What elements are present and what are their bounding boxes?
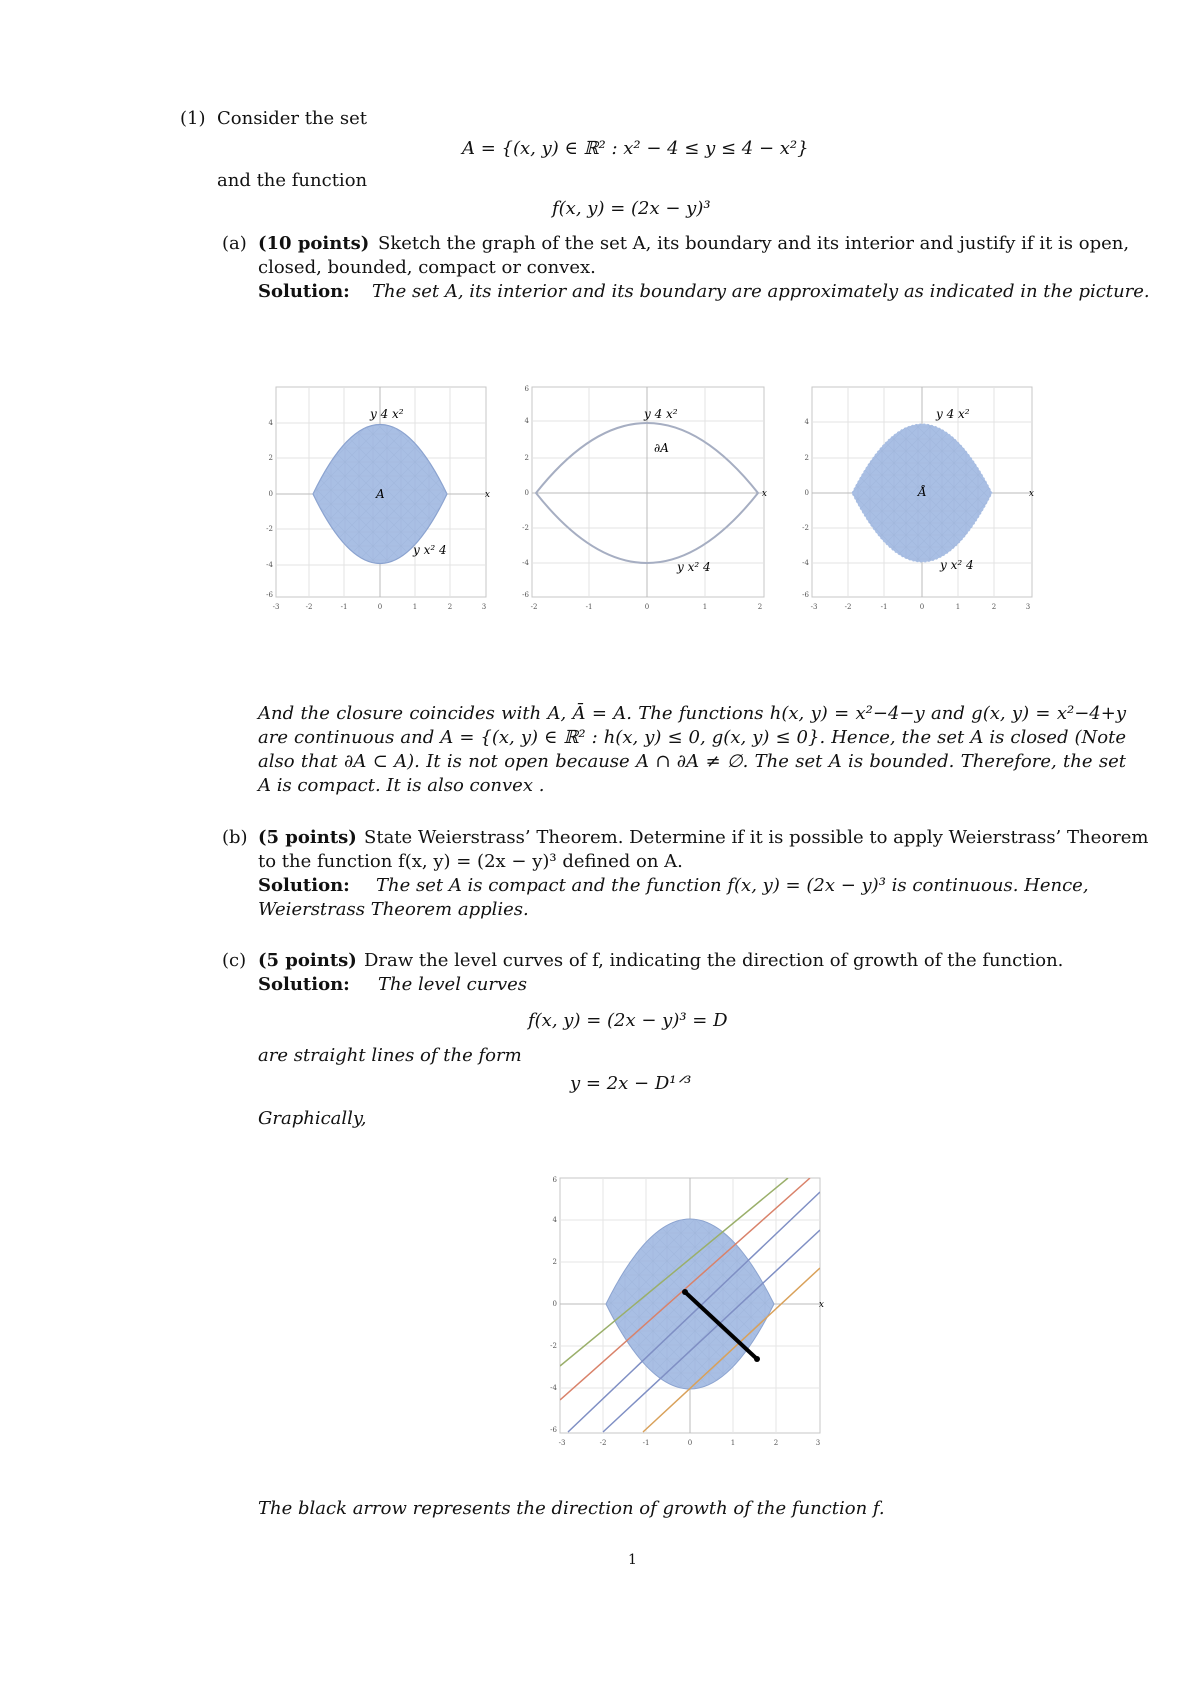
fig1-ytick: 0 (268, 490, 273, 498)
fig4-xtick: -2 (599, 1439, 607, 1447)
fig4-xtick: 0 (687, 1439, 693, 1447)
problem-intro: Consider the set (217, 108, 368, 129)
fig1-ytick: -2 (266, 525, 273, 533)
fig4-ytick: -4 (550, 1384, 557, 1392)
fig4-ytick: -6 (550, 1426, 557, 1434)
figure-level-curves (548, 1170, 828, 1450)
part-b-solution-label: Solution: (258, 875, 350, 896)
fig4-ytick: 0 (552, 1300, 557, 1308)
fig4-axis-x: x (818, 1300, 824, 1310)
fig1-xtick: 3 (481, 603, 487, 611)
problem-number: (1) (180, 108, 206, 129)
set-definition: A = {(x, y) ∈ ℝ² : x² − 4 ≤ y ≤ 4 − x²} (462, 138, 809, 159)
graphically-text: Graphically, (258, 1108, 367, 1129)
level-curve-equation: f(x, y) = (2x − y)³ = D (528, 1010, 728, 1031)
fig3-region-label: Å (918, 485, 927, 499)
fig1-top-curve-label: y 4 x² (370, 407, 404, 421)
line-equation: y = 2x − D¹ᐟ³ (570, 1073, 692, 1094)
fig1-bottom-curve-label: y x² 4 (413, 543, 447, 557)
fig2-axis-x: x (761, 489, 767, 499)
fig3-xtick: 0 (919, 603, 925, 611)
fig4-xtick: 1 (730, 1439, 736, 1447)
fig1-xtick: -1 (340, 603, 348, 611)
fig1-axis-x: x (484, 490, 490, 500)
part-b-solution-line1: The set A is compact and the function f(x, y) = (2x − y)³ is continuous. Hence, (376, 875, 1089, 896)
fig2-region-label: ∂A (654, 441, 669, 455)
fig1-region-label: A (376, 487, 385, 501)
and-function-text: and the function (217, 170, 368, 191)
fig2-ytick: -2 (522, 524, 529, 532)
fig3-ytick: -4 (802, 559, 809, 567)
closing-sentence: The black arrow represents the direction of growth of the function f. (258, 1498, 885, 1519)
part-c-solution-text: The level curves (378, 974, 528, 995)
fig2-ytick: 0 (524, 489, 529, 497)
fig3-xtick: 3 (1025, 603, 1031, 611)
function-definition: f(x, y) = (2x − y)³ (552, 198, 711, 219)
part-a-label: (a) (222, 233, 247, 254)
part-a-question-line1: Sketch the graph of the set A, its boundary and its interior and justify if it is open, (378, 233, 1130, 254)
part-b-question-line2: to the function f(x, y) = (2x − y)³ defined on A. (258, 851, 683, 872)
fig4-ytick: 6 (552, 1176, 557, 1184)
part-a-solution-text: The set A, its interior and its boundary are approximately as indicated in the picture. (372, 281, 1150, 302)
fig3-ytick: -2 (802, 524, 809, 532)
part-b-points: (5 points) (258, 827, 357, 848)
fig3-xtick: 2 (991, 603, 997, 611)
part-a-question-line2: closed, bounded, compact or convex. (258, 257, 596, 278)
fig1-xtick: 0 (377, 603, 383, 611)
fig3-xtick: -3 (810, 603, 818, 611)
part-b-label: (b) (222, 827, 248, 848)
fig3-ytick: -6 (802, 591, 809, 599)
fig1-xtick: -2 (305, 603, 313, 611)
fig2-bottom-curve-label: y x² 4 (677, 560, 711, 574)
fig4-ytick: 2 (552, 1258, 557, 1266)
fig3-ytick: 4 (804, 418, 809, 426)
fig1-ytick: -4 (266, 561, 273, 569)
fig4-xtick: 2 (773, 1439, 779, 1447)
part-c-label: (c) (222, 950, 247, 971)
lines-text: are straight lines of the form (258, 1045, 522, 1066)
fig1-ytick: 4 (268, 419, 273, 427)
fig2-xtick: -1 (585, 603, 593, 611)
fig3-top-curve-label: y 4 x² (936, 407, 970, 421)
fig4-ytick: -2 (550, 1342, 557, 1350)
page-number: 1 (628, 1552, 637, 1568)
fig4-xtick: 3 (815, 1439, 821, 1447)
fig3-axis-x: x (1028, 489, 1034, 499)
fig1-ytick: 2 (268, 454, 273, 462)
figure-set-a (268, 385, 490, 617)
fig3-bottom-curve-label: y x² 4 (940, 558, 974, 572)
fig3-xtick: 1 (955, 603, 961, 611)
fig3-ytick: 2 (804, 454, 809, 462)
part-a-closure-paragraph: And the closure coincides with A, Ā = A. The functions h(x, y) = x²−4−y and g(x, y) = x²−4+y are continuous and A = {(x, y) ∈ ℝ² : h(x, y) ≤ 0, g(x, y) ≤ 0}. Hence, the set A is closed (Note also that ∂A ⊂ A). It is not open because A ∩ ∂A ≠ ∅. The set A is bounded. Therefore, the set A is compact. It is also convex . (258, 703, 1126, 796)
part-a-solution-label: Solution: (258, 281, 350, 302)
part-c-points: (5 points) (258, 950, 357, 971)
figure-interior (804, 385, 1036, 617)
fig1-xtick: 1 (412, 603, 418, 611)
figure-boundary (524, 385, 769, 617)
fig2-ytick: -4 (522, 559, 529, 567)
fig2-top-curve-label: y 4 x² (644, 407, 678, 421)
fig4-xtick: -3 (558, 1439, 566, 1447)
fig2-xtick: 0 (644, 603, 650, 611)
fig3-xtick: -1 (880, 603, 888, 611)
fig1-xtick: -3 (272, 603, 280, 611)
fig2-ytick: 2 (524, 454, 529, 462)
fig4-ytick: 4 (552, 1216, 557, 1224)
fig2-ytick: 4 (524, 417, 529, 425)
fig1-ytick: -6 (266, 591, 273, 599)
fig3-ytick: 0 (804, 489, 809, 497)
fig2-xtick: -2 (530, 603, 538, 611)
fig4-xtick: -1 (642, 1439, 650, 1447)
part-c-question: Draw the level curves of f, indicating the direction of growth of the function. (364, 950, 1064, 971)
part-b-solution-line2: Weierstrass Theorem applies. (258, 899, 529, 920)
fig1-xtick: 2 (447, 603, 453, 611)
fig2-xtick: 2 (757, 603, 763, 611)
part-a-points: (10 points) (258, 233, 370, 254)
fig3-xtick: -2 (844, 603, 852, 611)
fig2-ytick: 6 (524, 385, 529, 393)
part-c-solution-label: Solution: (258, 974, 350, 995)
fig2-xtick: 1 (702, 603, 708, 611)
part-b-question-line1: State Weierstrass’ Theorem. Determine if it is possible to apply Weierstrass’ Theorem (364, 827, 1149, 848)
fig2-ytick: -6 (522, 591, 529, 599)
